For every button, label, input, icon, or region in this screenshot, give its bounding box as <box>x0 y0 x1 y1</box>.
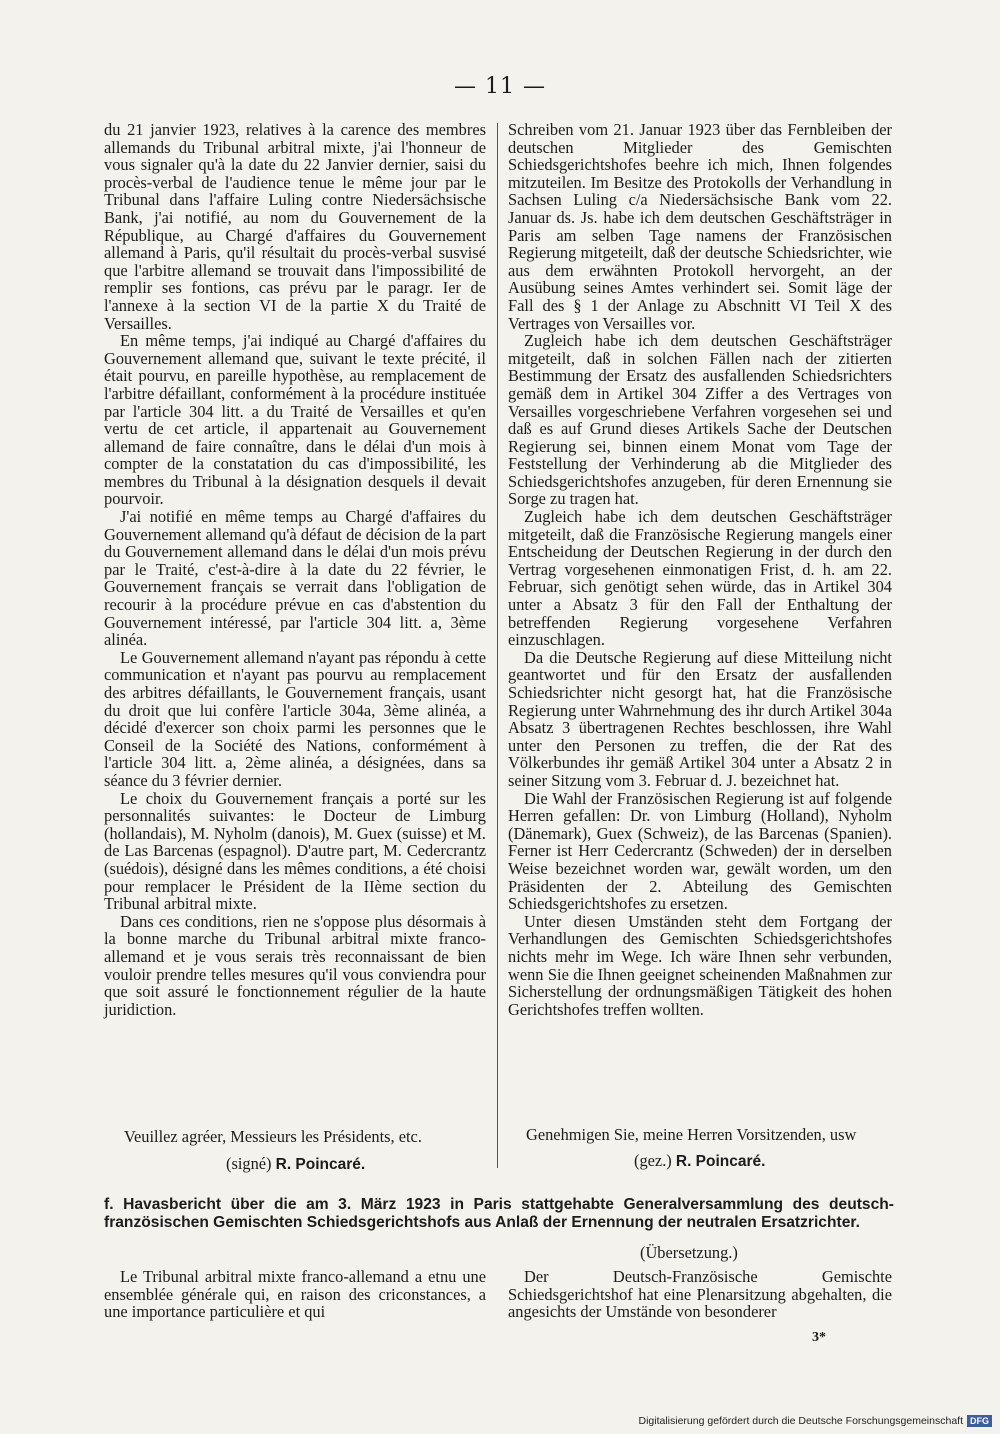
german-paragraph: Da die Deutsche Regierung auf diese Mitteilung nicht geantwortet und für den Ersatz der ausfallenden Schiedsrichter nicht gesorgt hat, hat die Französische Regierung unter Wahrnehmung des ihr durch Artikel 304a Absatz 3 übertragenen Rechtes beschlossen, ihre Wahl unter den Personen zu treffen, die der Rat des Völkerbundes ihr gemäß Artikel 304 unter a Absatz 2 in seiner Sitzung vom 3. Februar d. J. bezeichnet hat. <box>508 647 892 790</box>
signature-german <box>634 1151 765 1171</box>
signature-prefix: (gez.) <box>634 1151 672 1170</box>
german-paragraph: Schreiben vom 21. Januar 1923 über das Fernbleiben der deutschen Mitglieder des Gemischten Schiedsgerichtshofes beehre ich mich, Ihnen folgendes mitzuteilen. Im Besitze des Protokolls der Verhandlung in Sachsen Luling c/a Niedersächsische Bank vom 22. Januar ds. Js. habe ich dem deutschen Geschäftsträger in Paris am selben Tage namens der Französischen Regierung mitgeteilt, daß der deutsche Schiedsrichter, wie aus dem erwähnten Protokoll hervorgeht, an der Ausübung seines Amtes verhindert sei. Somit läge der Fall des § 1 der Anlage zu Abschnitt VI Teil X des Vertrages von Versailles vor. <box>508 120 892 333</box>
closing-formula-french: Veuillez agréer, Messieurs les Présidents, etc. <box>124 1127 422 1146</box>
french-letter-column <box>104 121 486 1018</box>
section-heading: f. Havasbericht über die am 3. März 1923 in Paris stattgehabte Generalversammlung des deutsch-französischen Gemischten Schiedsgerichtshofs aus Anlaß der Ernennung der neutralen Ersatzrichter. <box>104 1196 894 1231</box>
signatory-name: R. Poincaré. <box>275 1156 366 1173</box>
german-paragraph: Zugleich habe ich dem deutschen Geschäftsträger mitgeteilt, daß in solchen Fällen nach der zitierten Bestimmung der Ersatz des ausfallenden Schiedsrichters gemäß dem in Artikel 304 Ziffer a des Vertrages von Versailles vorgeschriebene Verfahren vorgesehen sei und daß es auf Grund dieses Artikels Sache der Deutschen Regierung sei, binnen einem Monat vom Tage der Feststellung der Verhinderung ab die Mitglieder des Schiedsgerichtshofes anzugeben, für deren Ernennung sie Sorge zu tragen hat. <box>508 331 892 509</box>
french-paragraph: Le Gouvernement allemand n'ayant pas répondu à cette communication et n'ayant pas pourvu au remplacement des arbitres défaillants, le Gouvernement français, usant du droit que lui confère l'article 304a, 3ème alinéa, a décidé d'exercer son choix parmi les personnes que le Conseil de la Société des Nations, conformément à l'article 304 litt. a, 2ème alinéa, a désignées, dans sa séance du 3 février dernier. <box>104 647 486 790</box>
german-report-column <box>508 1268 892 1321</box>
french-paragraph: J'ai notifié en même temps au Chargé d'affaires du Gouvernement allemand qu'à défaut de décision de la part du Gouvernement allemand dans le délai d'un mois prévu par le Traité, c'est-à-dire à la date du 22 février, le Gouvernement français se verrait dans l'obligation de recourir à la procédure prévue en cas d'abstention du Gouvernement intéressé, par l'article 304 litt. a, 3ème alinéa. <box>104 507 486 650</box>
closing-formula-german: Genehmigen Sie, meine Herren Vorsitzenden, usw <box>526 1125 857 1144</box>
signatory-name: R. Poincaré. <box>675 1153 766 1170</box>
signature-french <box>226 1154 365 1174</box>
signature-mark: 3* <box>812 1330 826 1345</box>
german-paragraph: Der Deutsch-Französische Gemischte Schiedsgerichtshof hat eine Plenarsitzung abgehalten, die angesichts der Umstände von besonderer <box>508 1267 892 1322</box>
french-paragraph: Le choix du Gouvernement français a porté sur les personnalités suivantes: le Docteur de Limburg (hollandais), M. Nyholm (danois), M. Guex (suisse) et M. de Las Barcenas (espagnol). D'autre part, M. Cedercrantz (suédois), désigné dans les mêmes conditions, a été choisi pour remplacer le Président de la IIème section du Tribunal arbitral mixte. <box>104 788 486 914</box>
french-paragraph: En même temps, j'ai indiqué au Chargé d'affaires du Gouvernement allemand que, suivant le texte précité, il était pourvu, en pareille hypothèse, au remplacement de l'arbitre défaillant, conformément à la procédure instituée par l'article 304 litt. a du Traité de Versailles et qu'en vertu de cet article, il appartenait au Gouvernement allemand de faire connaître, dans le délai d'un mois à compter de la constatation du cas d'impossibilité, les membres du Tribunal à la désignation desquels il devait pourvoir. <box>104 331 486 509</box>
french-report-column <box>104 1268 486 1321</box>
french-paragraph: Le Tribunal arbitral mixte franco-allemand a etnu une ensemblée générale qui, en raison des criconstances, a une importance particulière et qui <box>104 1267 486 1322</box>
french-paragraph: du 21 janvier 1923, relatives à la carence des membres allemands du Tribunal arbitral mixte, j'ai l'honneur de vous signaler qu'à la date du 22 Janvier dernier, saisi du procès-verbal de l'audience tenue le même jour par le Tribunal dans l'affaire Luling contre Niedersächsische Bank, j'ai notifié, au nom du Gouvernement de la République, au Chargé d'affaires du Gouvernement allemand à Paris, qu'il résultait du procès-verbal susvisé que l'arbitre allemand se trouvait dans l'impossibilité de remplir ses fontions, cas prévu par le paragr. Ier de l'annexe à la section VI de la partie X du Traité de Versailles. <box>104 120 486 333</box>
page-number: — 11 — <box>454 74 546 99</box>
dfg-logo: DFG <box>967 1415 992 1427</box>
german-paragraph: Die Wahl der Französischen Regierung ist auf folgende Herren gefallen: Dr. von Limburg (Holland), Nyholm (Dänemark), Guex (Schweiz), de las Barcenas (Spanien). Ferner ist Herr Cedercrantz (Schweden) der in derselben Weise bezeichnet worden war, gewält worden, um den Präsidenten der 2. Abteilung des Gemischten Schiedsgerichtshofes zu ersetzen. <box>508 788 892 914</box>
footer-text: Digitalisierung gefördert durch die Deutsche Forschungsgemeinschaft <box>638 1415 963 1427</box>
german-letter-column <box>508 121 892 1018</box>
german-paragraph: Zugleich habe ich dem deutschen Geschäftsträger mitgeteilt, daß die Französische Regierung mangels einer Entscheidung der Deutschen Regierung in der durch den Vertrag vorgesehenen einmonatigen Frist, d. h. am 22. Februar, sich genötigt sehen würde, das in Artikel 304 unter a Absatz 3 für den Fall der Enthaltung der betreffenden Regierung vorgesehene Verfahren einzuschlagen. <box>508 507 892 650</box>
french-paragraph: Dans ces conditions, rien ne s'oppose plus désormais à la bonne marche du Tribunal arbitral mixte franco-allemand et je vous serais très reconnaissant de bien vouloir prendre telles mesures qu'il vous conviendra pour que soit assuré le fonctionnement régulier de la haute juridiction. <box>104 911 486 1019</box>
german-paragraph: Unter diesen Umständen steht dem Fortgang der Verhandlungen des Gemischten Schiedsgerichtshofes nichts mehr im Wege. Ich wäre Ihnen sehr verbunden, wenn Sie die Ihnen geeignet scheinenden Maßnahmen zur Sicherstellung der ordnungsmäßigen Tätigkeit des hohen Gerichtshofes treffen wollten. <box>508 911 892 1019</box>
column-divider <box>497 123 498 1168</box>
signature-prefix: (signé) <box>226 1154 272 1173</box>
translation-note: (Übersetzung.) <box>640 1243 738 1262</box>
digitization-footer <box>638 1415 992 1427</box>
